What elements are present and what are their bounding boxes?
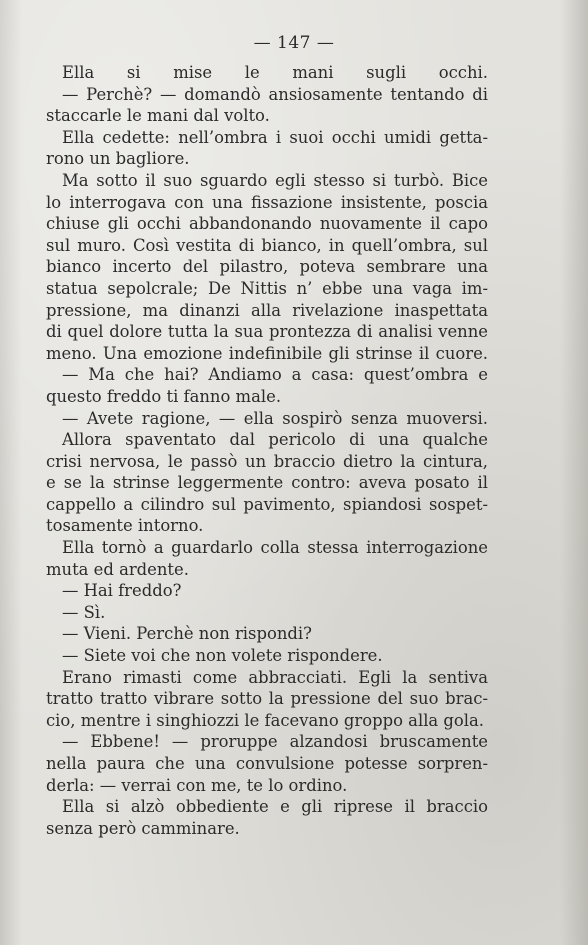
text-line: — Vieni. Perchè non rispondi?	[62, 624, 312, 644]
text-line: meno. Una emozione indefinibile gli strinse il cuore.	[46, 343, 488, 363]
text-line: cappello a cilindro sul pavimento, spiandosi sospet-	[46, 494, 488, 514]
text-line: chiuse gli occhi abbandonando nuovamente il capo	[46, 214, 488, 234]
text-line: bianco incerto del pilastro, poteva sembrare una	[46, 257, 488, 277]
text-line: Allora spaventato dal pericolo di una qualche	[62, 430, 488, 450]
text-line: — Hai freddo?	[62, 581, 182, 601]
text-line: derla: — verrai con me, te lo ordino.	[46, 775, 348, 795]
text-line: Ella cedette: nell’ombra i suoi occhi umidi getta-	[62, 127, 488, 147]
text-line: nella paura che una convulsione potesse sorpren-	[46, 754, 488, 773]
text-line: lo interrogava con una fissazione insistente, poscia	[46, 192, 488, 212]
text-line: Ella si alzò obbediente e gli riprese il braccio	[62, 797, 488, 817]
text-line: senza però camminare.	[46, 818, 240, 838]
text-line: — Ebbene! — proruppe alzandosi bruscamente	[62, 732, 488, 752]
text-line: — Avete ragione, — ella sospirò senza muoversi.	[62, 408, 488, 428]
text-line: e se la strinse leggermente contro: aveva posato il	[46, 473, 488, 493]
text-line: Ella tornò a guardarlo colla stessa interrogazione	[62, 538, 488, 558]
text-line: rono un bagliore.	[46, 149, 190, 169]
text-line: — Sì.	[62, 602, 106, 622]
text-line: cio, mentre i singhiozzi le facevano groppo alla gola.	[46, 710, 485, 730]
text-line: tratto tratto vibrare sotto la pressione del suo brac-	[46, 689, 488, 709]
text-line: — Perchè? — domandò ansiosamente tentando di	[62, 84, 488, 104]
text-line: — Siete voi che non volete rispondere.	[62, 646, 383, 666]
text-line: sul muro. Così vestita di bianco, in quell’ombra, sul	[46, 235, 488, 255]
text-line: statua sepolcrale; De Nittis n’ ebbe una vaga im-	[46, 278, 488, 298]
text-line: Ma sotto il suo sguardo egli stesso si turbò. Bice	[62, 170, 488, 190]
text-line: pressione, ma dinanzi alla rivelazione inaspettata	[46, 300, 488, 320]
text-line: Ella si mise le mani sugli occhi.	[62, 63, 488, 82]
text-line: di quel dolore tutta la sua prontezza di analisi venne	[46, 322, 488, 342]
text-line: — Ma che hai? Andiamo a casa: quest’ombra e	[62, 365, 488, 385]
text-line: tosamente intorno.	[46, 516, 204, 536]
text-line: questo freddo ti fanno male.	[46, 386, 282, 406]
page-number: — 147 —	[253, 33, 335, 53]
text-line: Erano rimasti come abbracciati. Egli la sentiva	[62, 667, 488, 687]
text-line: muta ed ardente.	[46, 559, 189, 579]
text-line: staccarle le mani dal volto.	[46, 106, 270, 126]
text-line: crisi nervosa, le passò un braccio dietro la cintura,	[46, 451, 488, 471]
body-text	[46, 62, 488, 839]
